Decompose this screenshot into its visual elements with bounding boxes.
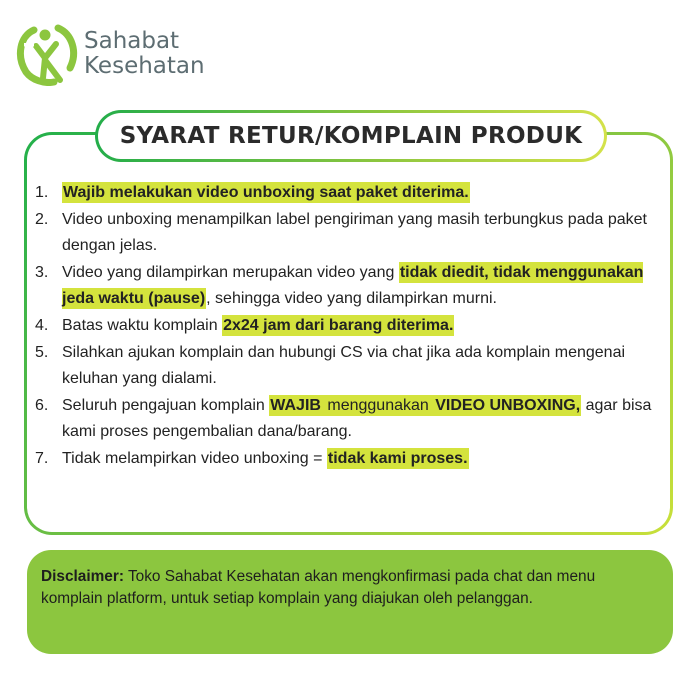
rule-text <box>62 260 675 313</box>
title-pill <box>95 110 607 162</box>
rule-number: 3. <box>35 263 49 281</box>
rule-number: 7. <box>35 449 49 467</box>
rule-number: 5. <box>35 343 49 361</box>
highlighted-text: tidak diedit, tidak menggunakan jeda waktu (pause) <box>62 263 644 308</box>
rule-item <box>35 180 675 207</box>
rules-list <box>35 180 675 473</box>
rule-number: 1. <box>35 184 49 201</box>
rule-text <box>62 313 675 340</box>
rule-text-segment: Silahkan ajukan komplain dan hubungi CS via chat jika ada komplain mengenai keluhan yang dialami. <box>62 343 626 388</box>
rule-item <box>35 313 675 340</box>
rule-text <box>62 180 675 207</box>
rule-item <box>35 340 675 393</box>
highlighted-text: 2x24 jam dari barang diterima. <box>223 316 454 334</box>
disclaimer-label: Disclaimer: <box>41 568 124 585</box>
rule-text <box>62 393 675 446</box>
brand-name-line-2: Kesehatan <box>84 53 205 79</box>
rule-number: 2. <box>35 210 49 228</box>
rule-text <box>62 340 675 393</box>
rule-number: 4. <box>35 316 49 334</box>
disclaimer-text: Toko Sahabat Kesehatan akan mengkonfirmasi pada chat dan menu komplain platform, untuk setiap komplain yang diajukan oleh pelanggan. <box>41 568 596 607</box>
rule-number: 6. <box>35 396 49 414</box>
rule-text-segment: Video yang dilampirkan merupakan video yang <box>62 263 399 281</box>
brand-name-line-1: Sahabat <box>84 28 180 54</box>
rule-text-segment: , sehingga video yang dilampirkan murni. <box>206 290 497 308</box>
rule-item <box>35 393 675 446</box>
highlighted-text: Wajib melakukan video unboxing saat paket diterima. <box>63 184 469 201</box>
rule-text-segment: Video unboxing menampilkan label pengiriman yang masih terbungkus pada paket dengan jelas. <box>62 210 647 255</box>
rule-item <box>35 446 675 473</box>
brand-name <box>84 29 205 79</box>
rule-item <box>35 207 675 260</box>
rule-item <box>35 260 675 313</box>
rule-text-segment: Tidak melampirkan video unboxing = <box>62 449 327 467</box>
highlighted-text: WAJIB <box>270 396 321 414</box>
highlighted-text: tidak kami proses. <box>327 449 468 467</box>
sahabat-kesehatan-logo-icon <box>14 22 80 86</box>
highlighted-text: VIDEO UNBOXING, <box>435 396 581 414</box>
disclaimer-box <box>27 550 673 654</box>
page-title: SYARAT RETUR/KOMPLAIN PRODUK <box>119 123 583 149</box>
rule-text-segment: agar bisa kami proses pengembalian dana/barang. <box>62 396 652 441</box>
rule-text-segment: Batas waktu komplain <box>62 316 223 334</box>
brand <box>14 22 205 86</box>
rule-text-segment: menggunakan <box>322 396 434 414</box>
rule-text <box>62 446 675 473</box>
rule-text <box>62 207 675 260</box>
rule-text-segment: Seluruh pengajuan komplain <box>62 396 270 414</box>
